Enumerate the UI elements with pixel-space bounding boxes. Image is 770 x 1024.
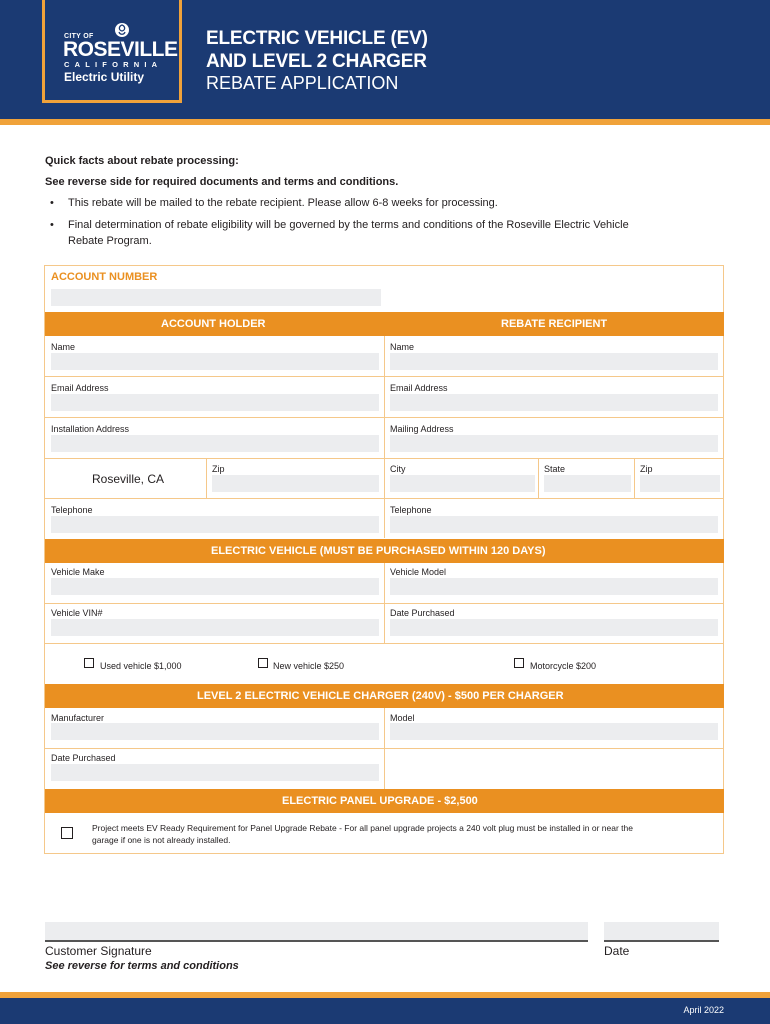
section-band-contacts (45, 312, 724, 336)
vehicle-make-field[interactable] (51, 578, 379, 595)
logo-california: CALIFORNIA (64, 60, 163, 69)
manufacturer-label: Manufacturer (51, 713, 105, 723)
intro-heading: Quick facts about rebate processing: (45, 155, 239, 167)
holder-email-label: Email Address (51, 383, 109, 393)
holder-telephone-field[interactable] (51, 516, 379, 533)
bullet-mark: • (50, 197, 54, 209)
signature-field[interactable] (45, 922, 588, 940)
row-divider (45, 498, 724, 499)
holder-address-label: Installation Address (51, 424, 130, 434)
column-divider (384, 336, 385, 538)
account-number-label: ACCOUNT NUMBER (51, 271, 158, 283)
vehicle-make-label: Vehicle Make (51, 567, 105, 577)
logo-roseville: ROSEVILLE (63, 38, 178, 61)
holder-telephone-label: Telephone (51, 505, 93, 515)
charger-date-field[interactable] (51, 764, 379, 781)
recipient-name-field[interactable] (390, 353, 718, 370)
customer-signature-label: Customer Signature (45, 944, 152, 958)
recipient-email-field[interactable] (390, 394, 718, 411)
vehicle-vin-label: Vehicle VIN# (51, 608, 103, 618)
holder-address-field[interactable] (51, 435, 379, 452)
date-line (604, 940, 719, 942)
charger-model-label: Model (390, 713, 415, 723)
title-line-2: AND LEVEL 2 CHARGER (206, 51, 427, 72)
holder-name-field[interactable] (51, 353, 379, 370)
used-vehicle-checkbox[interactable] (84, 658, 94, 668)
recipient-telephone-field[interactable] (390, 516, 718, 533)
row-divider (45, 643, 724, 644)
row-divider (45, 376, 724, 377)
vehicle-vin-field[interactable] (51, 619, 379, 636)
bullet-text-continued: Rebate Program. (68, 235, 152, 247)
panel-text-line-1: Project meets EV Ready Requirement for Panel Upgrade Rebate - For all panel upgrade projects a 240 volt plug must be installed in or near the (92, 823, 633, 833)
motorcycle-checkbox[interactable] (514, 658, 524, 668)
terms-note: See reverse for terms and conditions (45, 960, 239, 972)
signature-line (45, 940, 588, 942)
cell-divider (206, 458, 207, 498)
row-divider (45, 458, 724, 459)
holder-name-label: Name (51, 342, 76, 352)
footer-banner (0, 998, 770, 1024)
recipient-mailing-field[interactable] (390, 435, 718, 452)
vehicle-model-label: Vehicle Model (390, 567, 447, 577)
section-band-panel (45, 789, 724, 813)
section-band-ev (45, 539, 724, 563)
recipient-zip-label: Zip (640, 464, 653, 474)
title-line-1: ELECTRIC VEHICLE (EV) (206, 28, 428, 49)
new-vehicle-checkbox[interactable] (258, 658, 268, 668)
footer-date: April 2022 (683, 1005, 724, 1015)
charger-model-field[interactable] (390, 723, 718, 740)
bullet-text: Final determination of rebate eligibility will be governed by the terms and conditions of the Roseville Electric Vehicle (68, 219, 629, 231)
row-divider (45, 603, 724, 604)
row-divider (45, 417, 724, 418)
recipient-mailing-label: Mailing Address (390, 424, 454, 434)
holder-zip-label: Zip (212, 464, 225, 474)
used-vehicle-label: Used vehicle $1,000 (100, 661, 182, 671)
cell-divider (634, 458, 635, 498)
recipient-email-label: Email Address (390, 383, 448, 393)
title-line-3: REBATE APPLICATION (206, 73, 399, 93)
bullet-mark: • (50, 219, 54, 231)
recipient-city-label: City (390, 464, 406, 474)
charger-header: LEVEL 2 ELECTRIC VEHICLE CHARGER (240V) - $500 PER CHARGER (197, 690, 564, 702)
holder-zip-field[interactable] (212, 475, 379, 492)
row-divider (45, 748, 724, 749)
holder-city-value: Roseville, CA (92, 472, 165, 486)
bullet-text: This rebate will be mailed to the rebate recipient. Please allow 6-8 weeks for processing. (68, 197, 498, 209)
recipient-telephone-label: Telephone (390, 505, 432, 515)
section-band-charger (45, 684, 724, 708)
charger-date-label: Date Purchased (51, 753, 116, 763)
logo-electric-utility: Electric Utility (64, 70, 145, 84)
signature-date-field[interactable] (604, 922, 719, 940)
date-label: Date (604, 944, 630, 958)
account-number-field[interactable] (51, 289, 381, 306)
rebate-recipient-header: REBATE RECIPIENT (501, 318, 608, 330)
holder-email-field[interactable] (51, 394, 379, 411)
recipient-city-field[interactable] (390, 475, 535, 492)
vehicle-date-label: Date Purchased (390, 608, 455, 618)
recipient-name-label: Name (390, 342, 415, 352)
manufacturer-field[interactable] (51, 723, 379, 740)
rose-icon (114, 22, 130, 38)
header-rule (0, 119, 770, 125)
panel-header: ELECTRIC PANEL UPGRADE - $2,500 (282, 795, 478, 807)
intro-subheading: See reverse side for required documents and terms and conditions. (45, 176, 399, 188)
recipient-state-label: State (544, 464, 566, 474)
ev-header: ELECTRIC VEHICLE (MUST BE PURCHASED WITHIN 120 DAYS) (211, 545, 546, 557)
new-vehicle-label: New vehicle $250 (273, 661, 345, 671)
account-holder-header: ACCOUNT HOLDER (161, 318, 266, 330)
panel-upgrade-checkbox[interactable] (61, 827, 73, 839)
recipient-zip-field[interactable] (640, 475, 720, 492)
vehicle-date-field[interactable] (390, 619, 718, 636)
panel-text-line-2: garage if one is not already installed. (92, 835, 231, 845)
logo-city-of: CITY OF (64, 33, 94, 40)
vehicle-model-field[interactable] (390, 578, 718, 595)
motorcycle-label: Motorcycle $200 (530, 661, 597, 671)
recipient-state-field[interactable] (544, 475, 631, 492)
cell-divider (538, 458, 539, 498)
